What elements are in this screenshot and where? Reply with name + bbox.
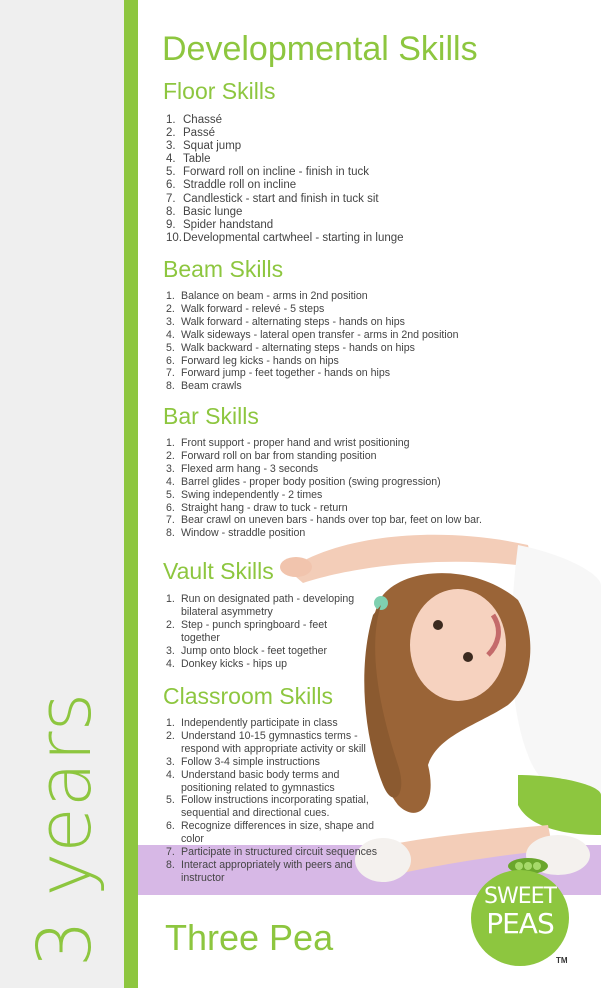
- list-item-text: Forward leg kicks - hands on hips: [181, 354, 339, 367]
- floor-skills-list: [166, 114, 404, 245]
- list-item-text: Recognize differences in size, shape and color: [181, 820, 374, 846]
- bar-skills-list: [166, 437, 482, 540]
- list-item-text: Straddle roll on incline: [183, 179, 297, 192]
- list-item-text: Forward roll on bar from standing position: [181, 449, 377, 462]
- list-item-text: Spider handstand: [183, 218, 274, 231]
- list-item: [166, 303, 459, 316]
- list-item: [166, 476, 482, 489]
- list-item-number: 6.: [166, 354, 175, 367]
- list-item-number: 7.: [166, 846, 175, 859]
- list-item: [166, 658, 356, 671]
- list-item: [166, 437, 482, 450]
- list-item-number: 8.: [166, 380, 175, 393]
- list-item-text: Bear crawl on uneven bars - hands over top bar, feet on low bar.: [181, 514, 482, 527]
- list-item-text: Basic lunge: [183, 205, 243, 218]
- footer-title: Three Pea: [165, 917, 334, 958]
- list-item-text: Run on designated path - developing bilateral asymmetry: [181, 593, 355, 618]
- list-item-text: Jump onto block - feet together: [181, 644, 328, 657]
- list-item-text: Walk forward - alternating steps - hands on hips: [181, 315, 405, 328]
- list-item-number: 3.: [166, 644, 175, 657]
- list-item-number: 7.: [166, 367, 175, 380]
- list-item: [166, 645, 356, 658]
- list-item-text: Donkey kicks - hips up: [181, 657, 287, 670]
- list-item: [166, 367, 459, 380]
- logo-line-1: SWEET: [484, 884, 556, 909]
- list-item: [166, 206, 404, 219]
- list-item: [166, 127, 404, 140]
- list-item-number: 10.: [166, 231, 182, 244]
- list-item-text: Forward jump - feet together - hands on hips: [181, 367, 391, 380]
- age-label: 3 years: [22, 692, 108, 968]
- list-item-number: 3.: [166, 315, 175, 328]
- sweet-peas-logo: [471, 870, 569, 966]
- list-item-text: Understand 10-15 gymnastics terms - respond with appropriate activity or skill: [181, 729, 366, 755]
- list-item: [166, 219, 404, 232]
- vault-skills-list: [166, 593, 356, 670]
- list-item-text: Follow 3-4 simple instructions: [181, 755, 320, 768]
- list-item-number: 4.: [166, 328, 175, 341]
- list-item: [166, 380, 459, 393]
- list-item-number: 1.: [166, 290, 175, 302]
- list-item: [166, 329, 459, 342]
- list-item-text: Barrel glides - proper body position (swing progression): [181, 475, 441, 488]
- list-item-text: Independently participate in class: [181, 717, 338, 729]
- list-item-number: 4.: [166, 768, 175, 781]
- list-item-number: 6.: [166, 501, 175, 514]
- list-item-text: Developmental cartwheel - starting in lunge: [183, 231, 404, 244]
- list-item-text: Walk sideways - lateral open transfer - arms in 2nd position: [181, 328, 459, 341]
- list-item-text: Front support - proper hand and wrist positioning: [181, 437, 410, 449]
- list-item-number: 5.: [166, 341, 175, 354]
- page-title: Developmental Skills: [162, 30, 478, 68]
- list-item-text: Balance on beam - arms in 2nd position: [181, 290, 368, 302]
- list-item-text: Step - punch springboard - feet together: [181, 618, 328, 644]
- list-item: [166, 463, 482, 476]
- list-item: [166, 717, 391, 730]
- list-item-number: 3.: [166, 755, 175, 768]
- logo-line-2: PEAS: [486, 907, 554, 940]
- list-item: [166, 859, 391, 885]
- list-item-text: Passé: [183, 127, 215, 140]
- list-item: [166, 593, 356, 619]
- list-item: [166, 489, 482, 502]
- list-item-number: 2.: [166, 729, 175, 742]
- list-item-number: 3.: [166, 462, 175, 475]
- list-item-number: 1.: [166, 437, 175, 449]
- list-item: [166, 794, 391, 820]
- list-item-text: Window - straddle position: [181, 527, 306, 540]
- list-item-number: 8.: [166, 205, 176, 218]
- list-item: [166, 290, 459, 303]
- list-item-text: Interact appropriately with peers and instructor: [181, 858, 353, 884]
- list-item: [166, 232, 404, 245]
- list-item-number: 7.: [166, 192, 176, 205]
- list-item: [166, 502, 482, 515]
- list-item-number: 4.: [166, 153, 176, 166]
- list-item: [166, 756, 391, 769]
- list-item-number: 9.: [166, 218, 176, 231]
- list-item-text: Follow instructions incorporating spatial, sequential and directional cues.: [181, 794, 369, 820]
- list-item-text: Straight hang - draw to tuck - return: [181, 501, 348, 514]
- list-item-number: 5.: [166, 488, 175, 501]
- list-item-text: Beam crawls: [181, 380, 242, 393]
- list-item: [166, 820, 391, 846]
- bar-skills-heading: Bar Skills: [163, 403, 259, 429]
- list-item-number: 7.: [166, 514, 175, 527]
- beam-skills-list: [166, 290, 459, 393]
- list-item: [166, 193, 404, 206]
- list-item: [166, 619, 356, 645]
- list-item-text: Chassé: [183, 114, 222, 126]
- green-divider-stripe: [124, 0, 138, 988]
- list-item: [166, 114, 404, 127]
- classroom-skills-heading: Classroom Skills: [163, 683, 333, 709]
- list-item: [166, 316, 459, 329]
- list-item: [166, 450, 482, 463]
- list-item-number: 8.: [166, 527, 175, 540]
- list-item: [166, 730, 391, 756]
- list-item-number: 2.: [166, 449, 175, 462]
- list-item: [166, 527, 482, 540]
- list-item-number: 2.: [166, 302, 175, 315]
- list-item-number: 2.: [166, 618, 175, 631]
- list-item: [166, 166, 404, 179]
- list-item: [166, 514, 482, 527]
- vault-skills-heading: Vault Skills: [163, 558, 274, 584]
- list-item-text: Walk forward - relevé - 5 steps: [181, 302, 325, 315]
- beam-skills-heading: Beam Skills: [163, 256, 284, 282]
- list-item-text: Candlestick - start and finish in tuck sit: [183, 192, 379, 205]
- list-item-number: 5.: [166, 166, 176, 179]
- list-item-text: Understand basic body terms and positioning related to gymnastics: [181, 768, 340, 794]
- list-item: [166, 355, 459, 368]
- classroom-skills-list: [166, 717, 391, 885]
- list-item-number: 6.: [166, 179, 176, 192]
- list-item-text: Swing independently - 2 times: [181, 488, 323, 501]
- list-item-text: Table: [183, 153, 211, 166]
- floor-skills-heading: Floor Skills: [163, 78, 276, 104]
- list-item: [166, 342, 459, 355]
- list-item-number: 6.: [166, 820, 175, 833]
- list-item-text: Flexed arm hang - 3 seconds: [181, 462, 319, 475]
- list-item: [166, 769, 391, 795]
- list-item-number: 1.: [166, 717, 175, 729]
- list-item: [166, 140, 404, 153]
- list-item-text: Walk backward - alternating steps - hands on hips: [181, 341, 415, 354]
- list-item: [166, 846, 391, 859]
- list-item-text: Participate in structured circuit sequences: [181, 846, 378, 859]
- list-item-number: 2.: [166, 127, 176, 140]
- list-item-text: Forward roll on incline - finish in tuck: [183, 166, 369, 179]
- list-item-number: 8.: [166, 858, 175, 871]
- list-item-number: 4.: [166, 657, 175, 670]
- trademark-mark: TM: [556, 956, 568, 965]
- list-item: [166, 179, 404, 192]
- list-item: [166, 153, 404, 166]
- list-item-number: 5.: [166, 794, 175, 807]
- list-item-number: 3.: [166, 140, 176, 153]
- list-item-number: 1.: [166, 593, 175, 605]
- list-item-number: 1.: [166, 114, 176, 126]
- list-item-text: Squat jump: [183, 140, 242, 153]
- list-item-number: 4.: [166, 475, 175, 488]
